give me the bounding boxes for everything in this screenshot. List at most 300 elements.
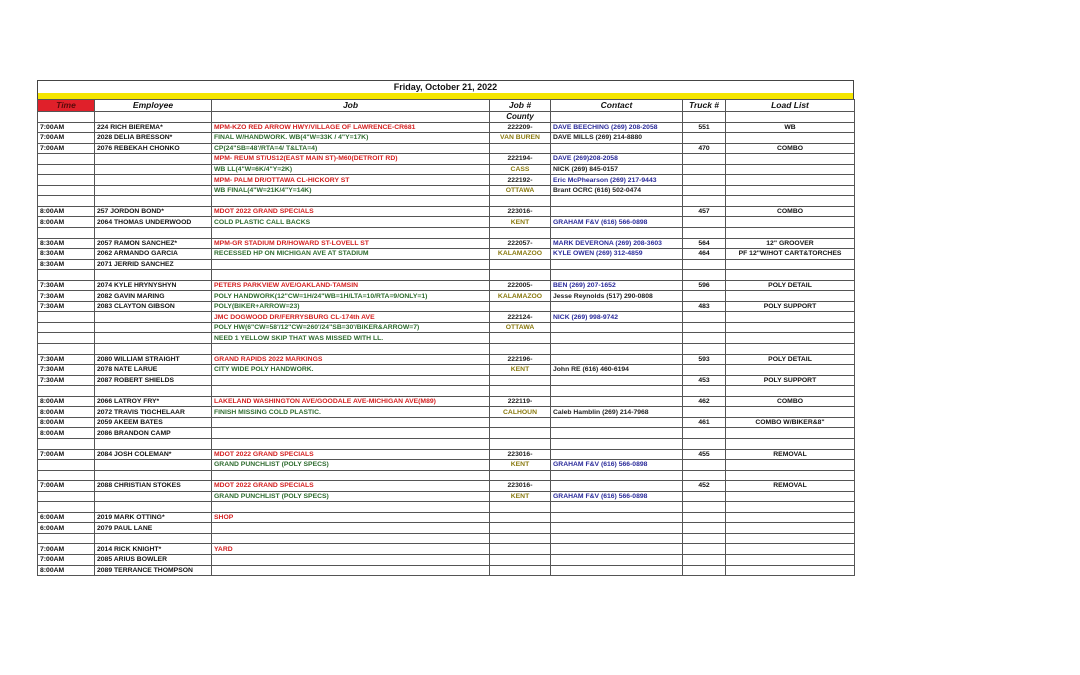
header-truck: Truck #	[683, 100, 726, 112]
job-number-cell	[490, 438, 551, 449]
time-cell: 8:30AM	[38, 259, 95, 270]
employee-cell: 2064 THOMAS UNDERWOOD	[95, 217, 212, 228]
time-cell: 7:30AM	[38, 365, 95, 376]
load-list-cell	[726, 217, 855, 228]
employee-cell: 2074 KYLE HRYNYSHYN	[95, 280, 212, 291]
employee-cell	[95, 175, 212, 186]
schedule-row	[38, 217, 855, 228]
load-list-cell: COMBO W/BIKER&8"	[726, 417, 855, 428]
schedule-row	[38, 122, 855, 133]
contact-cell: GRAHAM F&V (616) 566-0898	[551, 491, 683, 502]
load-list-cell	[726, 185, 855, 196]
job-number-cell	[490, 428, 551, 439]
truck-cell	[683, 259, 726, 270]
load-list-cell	[726, 533, 855, 544]
job-number-cell	[490, 512, 551, 523]
employee-cell	[95, 333, 212, 344]
spacer-row	[38, 344, 855, 355]
time-cell	[38, 154, 95, 165]
load-list-cell	[726, 407, 855, 418]
job-cell	[212, 428, 490, 439]
schedule-row	[38, 428, 855, 439]
contact-cell	[551, 523, 683, 534]
employee-cell: 2078 NATE LARUE	[95, 365, 212, 376]
employee-cell	[95, 154, 212, 165]
employee-cell	[95, 312, 212, 323]
time-cell: 7:30AM	[38, 375, 95, 386]
truck-cell	[683, 365, 726, 376]
employee-cell: 2062 ARMANDO GARCIA	[95, 249, 212, 260]
job-cell: MDOT 2022 GRAND SPECIALS	[212, 449, 490, 460]
job-cell: MPM-GR STADIUM DR/HOWARD ST-LOVELL ST	[212, 238, 490, 249]
schedule-sheet	[37, 80, 854, 576]
load-list-cell	[726, 259, 855, 270]
truck-cell	[683, 544, 726, 555]
header-row	[38, 100, 855, 112]
job-number-cell: 223016-	[490, 449, 551, 460]
schedule-row	[38, 291, 855, 302]
truck-cell	[683, 228, 726, 239]
contact-cell: GRAHAM F&V (616) 566-0898	[551, 217, 683, 228]
employee-cell: 2088 CHRISTIAN STOKES	[95, 481, 212, 492]
schedule-row	[38, 396, 855, 407]
employee-cell: 2066 LATROY FRY*	[95, 396, 212, 407]
job-cell	[212, 417, 490, 428]
load-list-cell	[726, 344, 855, 355]
job-number-cell	[490, 228, 551, 239]
job-number-cell	[490, 533, 551, 544]
job-number-cell: 222005-	[490, 280, 551, 291]
time-cell: 7:30AM	[38, 291, 95, 302]
schedule-row	[38, 143, 855, 154]
job-number-cell: 222196-	[490, 354, 551, 365]
job-cell	[212, 259, 490, 270]
load-list-cell	[726, 565, 855, 576]
time-cell	[38, 175, 95, 186]
contact-cell	[551, 533, 683, 544]
employee-cell	[95, 386, 212, 397]
time-cell: 7:00AM	[38, 122, 95, 133]
schedule-row	[38, 185, 855, 196]
spacer-row	[38, 270, 855, 281]
contact-cell	[551, 512, 683, 523]
schedule-row	[38, 354, 855, 365]
employee-cell: 2083 CLAYTON GIBSON	[95, 301, 212, 312]
employee-cell	[95, 470, 212, 481]
contact-cell	[551, 502, 683, 513]
job-number-cell	[490, 333, 551, 344]
time-cell	[38, 322, 95, 333]
time-cell: 8:00AM	[38, 428, 95, 439]
employee-cell: 2057 RAMON SANCHEZ*	[95, 238, 212, 249]
employee-cell	[95, 322, 212, 333]
truck-cell	[683, 438, 726, 449]
truck-cell	[683, 291, 726, 302]
schedule-row	[38, 523, 855, 534]
job-number-cell: KENT	[490, 460, 551, 471]
load-list-cell: 12" GROOVER	[726, 238, 855, 249]
time-cell: 7:00AM	[38, 554, 95, 565]
job-number-cell: 222194-	[490, 154, 551, 165]
truck-cell	[683, 502, 726, 513]
job-number-cell	[490, 386, 551, 397]
employee-cell	[95, 344, 212, 355]
sheet-title: Friday, October 21, 2022	[37, 80, 854, 93]
job-cell: MDOT 2022 GRAND SPECIALS	[212, 481, 490, 492]
contact-cell	[551, 375, 683, 386]
job-cell	[212, 565, 490, 576]
time-cell: 8:00AM	[38, 217, 95, 228]
job-cell: MDOT 2022 GRAND SPECIALS	[212, 206, 490, 217]
time-cell: 8:00AM	[38, 396, 95, 407]
job-number-cell	[490, 196, 551, 207]
truck-cell	[683, 533, 726, 544]
schedule-row	[38, 249, 855, 260]
schedule-row	[38, 449, 855, 460]
contact-cell: DAVE MILLS (269) 214-8880	[551, 133, 683, 144]
time-cell: 7:30AM	[38, 354, 95, 365]
time-cell: 8:30AM	[38, 238, 95, 249]
contact-cell	[551, 301, 683, 312]
employee-cell: 2014 RICK KNIGHT*	[95, 544, 212, 555]
truck-cell: 551	[683, 122, 726, 133]
employee-cell: 2079 PAUL LANE	[95, 523, 212, 534]
contact-cell	[551, 270, 683, 281]
truck-cell	[683, 512, 726, 523]
job-cell	[212, 228, 490, 239]
load-list-cell	[726, 196, 855, 207]
job-cell	[212, 554, 490, 565]
employee-cell: 2089 TERRANCE THOMPSON	[95, 565, 212, 576]
contact-cell	[551, 228, 683, 239]
contact-cell	[551, 428, 683, 439]
time-cell: 8:30AM	[38, 249, 95, 260]
job-cell: JMC DOGWOOD DR/FERRYSBURG CL-174th AVE	[212, 312, 490, 323]
time-cell	[38, 470, 95, 481]
job-cell	[212, 375, 490, 386]
employee-cell: 2084 JOSH COLEMAN*	[95, 449, 212, 460]
header-time: Time	[38, 100, 95, 112]
job-cell: GRAND RAPIDS 2022 MARKINGS	[212, 354, 490, 365]
schedule-row	[38, 481, 855, 492]
subheader-row	[38, 112, 855, 123]
employee-cell: 2019 MARK OTTING*	[95, 512, 212, 523]
contact-cell: KYLE OWEN (269) 312-4859	[551, 249, 683, 260]
time-cell	[38, 228, 95, 239]
schedule-row	[38, 491, 855, 502]
header-job-number: Job #	[490, 100, 551, 112]
contact-cell	[551, 354, 683, 365]
header-contact: Contact	[551, 100, 683, 112]
schedule-row	[38, 554, 855, 565]
job-number-cell: 222119-	[490, 396, 551, 407]
job-number-cell	[490, 270, 551, 281]
load-list-cell	[726, 133, 855, 144]
job-number-cell: CASS	[490, 164, 551, 175]
load-list-cell	[726, 544, 855, 555]
employee-cell: 2080 WILLIAM STRAIGHT	[95, 354, 212, 365]
job-number-cell: KENT	[490, 217, 551, 228]
contact-cell: Eric McPhearson (269) 217-9443	[551, 175, 683, 186]
employee-cell	[95, 438, 212, 449]
job-cell: WB LL(4"W=6K/4"Y=2K)	[212, 164, 490, 175]
job-cell	[212, 270, 490, 281]
contact-cell: GRAHAM F&V (616) 566-0898	[551, 460, 683, 471]
time-cell	[38, 533, 95, 544]
employee-cell	[95, 491, 212, 502]
job-cell: FINAL W/HANDWORK. WB(4"W=33K / 4"Y=17K)	[212, 133, 490, 144]
header-county: County	[490, 112, 551, 123]
job-cell: PETERS PARKVIEW AVE/OAKLAND-TAMSIN	[212, 280, 490, 291]
time-cell: 7:00AM	[38, 481, 95, 492]
truck-cell	[683, 554, 726, 565]
job-cell	[212, 386, 490, 397]
job-number-cell: CALHOUN	[490, 407, 551, 418]
job-number-cell: 222192-	[490, 175, 551, 186]
employee-cell	[95, 502, 212, 513]
employee-cell	[95, 185, 212, 196]
spacer-row	[38, 386, 855, 397]
employee-cell: 2072 TRAVIS TIGCHELAAR	[95, 407, 212, 418]
job-cell: SHOP	[212, 512, 490, 523]
header-employee: Employee	[95, 100, 212, 112]
job-number-cell: 222209-	[490, 122, 551, 133]
load-list-cell: COMBO	[726, 206, 855, 217]
time-cell: 6:00AM	[38, 512, 95, 523]
job-number-cell: KENT	[490, 365, 551, 376]
contact-cell	[551, 565, 683, 576]
time-cell: 8:00AM	[38, 407, 95, 418]
load-list-cell	[726, 175, 855, 186]
time-cell	[38, 438, 95, 449]
truck-cell	[683, 428, 726, 439]
employee-cell	[95, 164, 212, 175]
truck-cell	[683, 460, 726, 471]
time-cell: 8:00AM	[38, 206, 95, 217]
job-cell: CITY WIDE POLY HANDWORK.	[212, 365, 490, 376]
truck-cell: 461	[683, 417, 726, 428]
truck-cell	[683, 333, 726, 344]
job-cell	[212, 470, 490, 481]
contact-cell: MARK DEVERONA (269) 208-3603	[551, 238, 683, 249]
employee-cell: 2085 ARIUS BOWLER	[95, 554, 212, 565]
load-list-cell	[726, 154, 855, 165]
job-cell: LAKELAND WASHINGTON AVE/GOODALE AVE-MICHIGAN AVE(M89)	[212, 396, 490, 407]
truck-cell	[683, 185, 726, 196]
contact-cell	[551, 449, 683, 460]
job-number-cell: OTTAWA	[490, 322, 551, 333]
time-cell: 7:00AM	[38, 449, 95, 460]
time-cell	[38, 344, 95, 355]
schedule-row	[38, 280, 855, 291]
truck-cell: 593	[683, 354, 726, 365]
job-number-cell: KALAMAZOO	[490, 249, 551, 260]
time-cell	[38, 164, 95, 175]
schedule-row	[38, 407, 855, 418]
job-cell: WB FINAL(4"W=21K/4"Y=14K)	[212, 185, 490, 196]
schedule-row	[38, 365, 855, 376]
schedule-row	[38, 301, 855, 312]
contact-cell: NICK (269) 998-9742	[551, 312, 683, 323]
job-number-cell	[490, 259, 551, 270]
truck-cell: 453	[683, 375, 726, 386]
time-cell	[38, 386, 95, 397]
contact-cell: DAVE (269)208-2058	[551, 154, 683, 165]
job-number-cell	[490, 544, 551, 555]
employee-cell	[95, 270, 212, 281]
schedule-row	[38, 512, 855, 523]
contact-cell	[551, 396, 683, 407]
employee-cell: 2028 DELIA BRESSON*	[95, 133, 212, 144]
employee-cell	[95, 460, 212, 471]
job-number-cell	[490, 417, 551, 428]
contact-cell	[551, 322, 683, 333]
employee-cell: 2087 ROBERT SHIELDS	[95, 375, 212, 386]
job-cell: POLY(BIKER+ARROW=23)	[212, 301, 490, 312]
load-list-cell	[726, 554, 855, 565]
time-cell: 7:00AM	[38, 143, 95, 154]
load-list-cell: POLY DETAIL	[726, 280, 855, 291]
truck-cell: 464	[683, 249, 726, 260]
load-list-cell	[726, 470, 855, 481]
contact-cell	[551, 259, 683, 270]
load-list-cell	[726, 512, 855, 523]
load-list-cell: REMOVAL	[726, 449, 855, 460]
job-number-cell	[490, 344, 551, 355]
load-list-cell	[726, 270, 855, 281]
load-list-cell: POLY DETAIL	[726, 354, 855, 365]
truck-cell	[683, 164, 726, 175]
header-load-list: Load List	[726, 100, 855, 112]
schedule-row	[38, 375, 855, 386]
truck-cell: 596	[683, 280, 726, 291]
load-list-cell: PF 12"W/HOT CART&TORCHES	[726, 249, 855, 260]
truck-cell: 452	[683, 481, 726, 492]
load-list-cell: WB	[726, 122, 855, 133]
spacer-row	[38, 196, 855, 207]
schedule-row	[38, 206, 855, 217]
load-list-cell	[726, 228, 855, 239]
schedule-row	[38, 238, 855, 249]
load-list-cell	[726, 322, 855, 333]
contact-cell	[551, 438, 683, 449]
time-cell	[38, 312, 95, 323]
spacer-row	[38, 228, 855, 239]
time-cell	[38, 270, 95, 281]
job-cell: RECESSED HP ON MICHIGAN AVE AT STADIUM	[212, 249, 490, 260]
load-list-cell	[726, 502, 855, 513]
job-number-cell: OTTAWA	[490, 185, 551, 196]
job-number-cell: 222057-	[490, 238, 551, 249]
employee-cell	[95, 196, 212, 207]
job-cell: YARD	[212, 544, 490, 555]
job-cell	[212, 523, 490, 534]
time-cell: 7:30AM	[38, 301, 95, 312]
employee-cell: 2059 AKEEM BATES	[95, 417, 212, 428]
load-list-cell: REMOVAL	[726, 481, 855, 492]
job-number-cell	[490, 554, 551, 565]
load-list-cell	[726, 312, 855, 323]
job-cell: FINISH MISSING COLD PLASTIC.	[212, 407, 490, 418]
job-number-cell	[490, 523, 551, 534]
contact-cell	[551, 481, 683, 492]
header-job: Job	[212, 100, 490, 112]
truck-cell	[683, 217, 726, 228]
time-cell	[38, 185, 95, 196]
load-list-cell: COMBO	[726, 143, 855, 154]
truck-cell	[683, 565, 726, 576]
employee-cell: 2086 BRANDON CAMP	[95, 428, 212, 439]
truck-cell	[683, 196, 726, 207]
time-cell: 7:00AM	[38, 544, 95, 555]
job-cell: GRAND PUNCHLIST (POLY SPECS)	[212, 491, 490, 502]
schedule-row	[38, 154, 855, 165]
truck-cell: 564	[683, 238, 726, 249]
schedule-row	[38, 544, 855, 555]
load-list-cell	[726, 438, 855, 449]
spacer-row	[38, 438, 855, 449]
load-list-cell	[726, 386, 855, 397]
contact-cell: NICK (269) 845-0157	[551, 164, 683, 175]
load-list-cell: POLY SUPPORT	[726, 301, 855, 312]
job-number-cell	[490, 470, 551, 481]
truck-cell	[683, 322, 726, 333]
job-cell: POLY HW(6"CW=58'/12"CW=260'/24"SB=30'/BIKER&ARROW=7)	[212, 322, 490, 333]
schedule-row	[38, 460, 855, 471]
schedule-row	[38, 175, 855, 186]
truck-cell: 457	[683, 206, 726, 217]
truck-cell	[683, 344, 726, 355]
job-cell: COLD PLASTIC CALL BACKS	[212, 217, 490, 228]
job-number-cell: VAN BUREN	[490, 133, 551, 144]
employee-cell: 224 RICH BIEREMA*	[95, 122, 212, 133]
schedule-row	[38, 133, 855, 144]
contact-cell: Caleb Hamblin (269) 214-7968	[551, 407, 683, 418]
contact-cell	[551, 196, 683, 207]
time-cell: 8:00AM	[38, 417, 95, 428]
contact-cell: John RE (616) 460-6194	[551, 365, 683, 376]
job-cell	[212, 438, 490, 449]
contact-cell	[551, 470, 683, 481]
load-list-cell	[726, 333, 855, 344]
load-list-cell: COMBO	[726, 396, 855, 407]
truck-cell	[683, 154, 726, 165]
load-list-cell	[726, 164, 855, 175]
time-cell	[38, 502, 95, 513]
employee-cell	[95, 533, 212, 544]
schedule-row	[38, 333, 855, 344]
load-list-cell	[726, 523, 855, 534]
job-cell	[212, 502, 490, 513]
load-list-cell	[726, 291, 855, 302]
job-number-cell	[490, 301, 551, 312]
schedule-row	[38, 259, 855, 270]
schedule-row	[38, 417, 855, 428]
load-list-cell: POLY SUPPORT	[726, 375, 855, 386]
time-cell	[38, 333, 95, 344]
contact-cell	[551, 206, 683, 217]
contact-cell	[551, 333, 683, 344]
truck-cell: 470	[683, 143, 726, 154]
truck-cell	[683, 133, 726, 144]
job-cell: POLY HANDWORK(12"CW=1H/24"WB=1H/LTA=10/RTA=9/ONLY=1)	[212, 291, 490, 302]
employee-cell: 2076 REBEKAH CHONKO	[95, 143, 212, 154]
job-number-cell	[490, 565, 551, 576]
truck-cell	[683, 270, 726, 281]
truck-cell	[683, 175, 726, 186]
contact-cell	[551, 544, 683, 555]
truck-cell	[683, 386, 726, 397]
